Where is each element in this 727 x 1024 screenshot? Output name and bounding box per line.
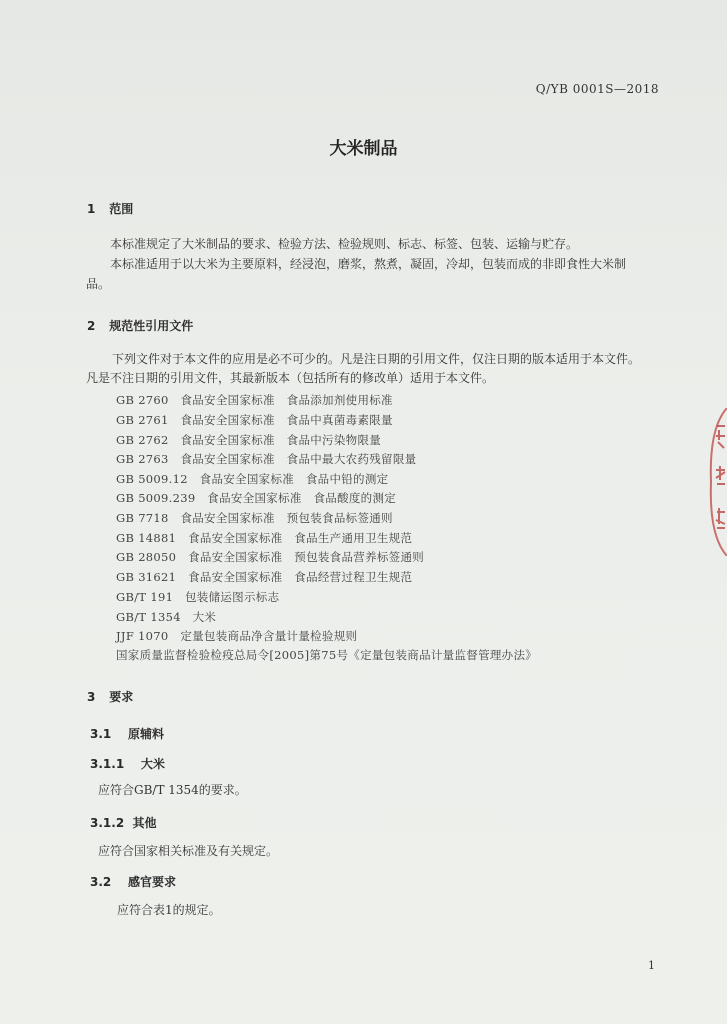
refs-intro-line-2: 凡是不注日期的引用文件，其最新版本（包括所有的修改单）适用于本文件。 <box>86 371 495 385</box>
section-number: 2 <box>87 319 96 333</box>
subsection-3-1-heading <box>90 725 164 742</box>
subsection-title: 感官要求 <box>127 875 176 889</box>
reference-item: GB/T 1354 大米 <box>116 610 217 624</box>
reference-item: GB 14881 食品安全国家标准 食品生产通用卫生规范 <box>116 531 413 545</box>
scope-paragraph-2-line-1: 本标准适用于以大米为主要原料，经浸泡，磨浆，熬煮，凝固，冷却，包装而成的非即食性大米制 <box>110 257 627 271</box>
section-title: 要求 <box>109 690 134 704</box>
section-number: 1 <box>87 202 96 216</box>
subsection-number: 3.1.2 <box>90 816 125 830</box>
subsection-3-1-1-text: 应符合GB/T 1354的要求。 <box>98 783 247 797</box>
subsection-number: 3.1.1 <box>90 757 125 771</box>
subsection-3-1-2-heading <box>90 814 157 831</box>
reference-item: JJF 1070 定量包装商品净含量计量检验规则 <box>116 629 358 643</box>
refs-intro-line-1: 下列文件对于本文件的应用是必不可少的。凡是注日期的引用文件，仅注日期的版本适用于本文件。 <box>112 352 641 366</box>
subsection-3-1-1-heading <box>90 755 165 772</box>
reference-item: GB 28050 食品安全国家标准 预包装食品营养标签通则 <box>116 550 425 564</box>
seal-stamp-graphic <box>705 408 727 556</box>
section-title: 范围 <box>109 202 134 216</box>
reference-item: GB 2763 食品安全国家标准 食品中最大农药残留限量 <box>116 452 417 466</box>
seal-stamp-fragment <box>705 408 727 556</box>
reference-item: GB 2761 食品安全国家标准 食品中真菌毒素限量 <box>116 413 393 427</box>
subsection-title: 大米 <box>140 757 165 771</box>
page-number: 1 <box>648 959 655 972</box>
reference-item: GB 2760 食品安全国家标准 食品添加剂使用标准 <box>116 393 393 407</box>
subsection-3-1-2-text: 应符合国家相关标准及有关规定。 <box>98 844 279 858</box>
subsection-title: 原辅料 <box>127 727 164 741</box>
reference-item: GB 7718 食品安全国家标准 预包装食品标签通则 <box>116 511 393 525</box>
reference-item: 国家质量监督检验检疫总局令[2005]第75号《定量包装商品计量监督管理办法》 <box>116 648 538 662</box>
section-number: 3 <box>87 690 96 704</box>
reference-item: GB 31621 食品安全国家标准 食品经营过程卫生规范 <box>116 570 413 584</box>
section-3-heading <box>87 688 133 705</box>
subsection-3-2-heading <box>90 873 176 890</box>
subsection-number: 3.2 <box>90 875 112 889</box>
reference-item: GB/T 191 包装储运图示标志 <box>116 590 280 604</box>
section-1-heading <box>87 200 133 217</box>
standard-code: Q/YB 0001S—2018 <box>535 82 659 96</box>
section-2-heading <box>87 317 193 334</box>
scope-paragraph-1: 本标准规定了大米制品的要求、检验方法、检验规则、标志、标签、包装、运输与贮存。 <box>110 237 579 251</box>
subsection-3-2-text: 应符合表1的规定。 <box>117 903 221 917</box>
document-title: 大米制品 <box>329 139 398 159</box>
section-title: 规范性引用文件 <box>109 319 194 333</box>
scope-paragraph-2-line-2: 品。 <box>86 277 111 291</box>
reference-item: GB 2762 食品安全国家标准 食品中污染物限量 <box>116 433 382 447</box>
reference-item: GB 5009.12 食品安全国家标准 食品中铅的测定 <box>116 472 389 486</box>
subsection-number: 3.1 <box>90 727 112 741</box>
reference-item: GB 5009.239 食品安全国家标准 食品酸度的测定 <box>116 491 397 505</box>
subsection-title: 其他 <box>132 816 157 830</box>
